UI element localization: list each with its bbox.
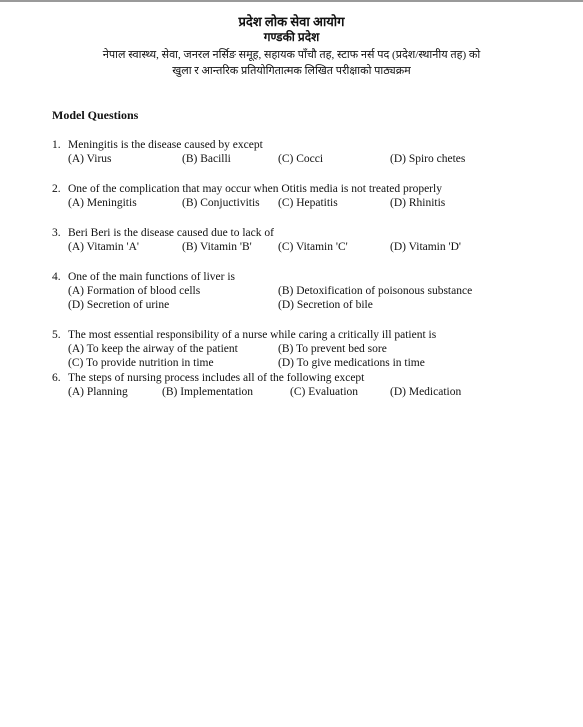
option-c: (C) To provide nutrition in time [68,357,214,369]
option-c: (C) Cocci [278,153,324,165]
option-c: (C) Evaluation [290,386,359,398]
question-number: 2. [52,183,61,195]
province-name: गण्डकी प्रदेश [263,30,320,44]
option-a: (A) Virus [68,153,112,165]
question-text: The steps of nursing process includes all of the following except [68,372,365,384]
option-a: (A) Meningitis [68,197,137,209]
document-header [0,14,583,79]
question-number: 4. [52,271,61,283]
question-5 [52,328,552,370]
top-border [0,0,583,2]
option-b: (B) Bacilli [182,153,231,165]
option-a: (A) Planning [68,386,128,398]
option-d: (D) Medication [390,386,462,398]
question-2 [52,182,552,210]
option-c: (C) Hepatitis [278,197,338,209]
option-c: (C) Vitamin 'C' [278,241,348,253]
option-d: (D) Spiro chetes [390,153,466,165]
question-text: One of the complication that may occur when Otitis media is not treated properly [68,183,442,195]
question-number: 1. [52,139,61,151]
section-title: Model Questions [52,108,139,122]
question-4 [52,270,552,312]
question-number: 5. [52,329,61,341]
option-b: (B) Conjuctivitis [182,197,260,209]
question-number: 3. [52,227,61,239]
curriculum-title: खुला र आन्तरिक प्रतियोगितात्मक लिखित परीक्षाको पाठ्यक्रम [172,65,411,77]
option-b: (B) Detoxification of poisonous substance [278,285,473,297]
option-a: (A) Vitamin 'A' [68,241,139,253]
option-b: (B) Implementation [162,386,254,398]
option-d: (D) Rhinitis [390,197,446,209]
question-6 [52,371,552,399]
question-text: Beri Beri is the disease caused due to lack of [68,227,274,239]
option-b: (B) To prevent bed sore [278,343,387,355]
question-text: One of the main functions of liver is [68,271,236,283]
question-1 [52,138,552,166]
option-d: (D) To give medications in time [278,357,425,369]
commission-name: प्रदेश लोक सेवा आयोग [238,14,345,29]
option-c: (D) Secretion of urine [68,299,170,311]
question-3 [52,226,552,254]
option-a: (A) To keep the airway of the patient [68,343,238,355]
option-a: (A) Formation of blood cells [68,285,201,297]
option-b: (B) Vitamin 'B' [182,241,252,253]
question-number: 6. [52,372,61,384]
service-description: नेपाल स्वास्थ्य, सेवा, जनरल नर्सिङ समूह, सहायक पाँचौ तह, स्टाफ नर्स पद (प्रदेश/स्थानीय तह) को [102,49,481,61]
option-d: (D) Vitamin 'D' [390,241,461,253]
question-text: The most essential responsibility of a nurse while caring a critically ill patient is [68,329,437,341]
option-d: (D) Secretion of bile [278,299,373,311]
question-text: Meningitis is the disease caused by except [68,139,263,151]
